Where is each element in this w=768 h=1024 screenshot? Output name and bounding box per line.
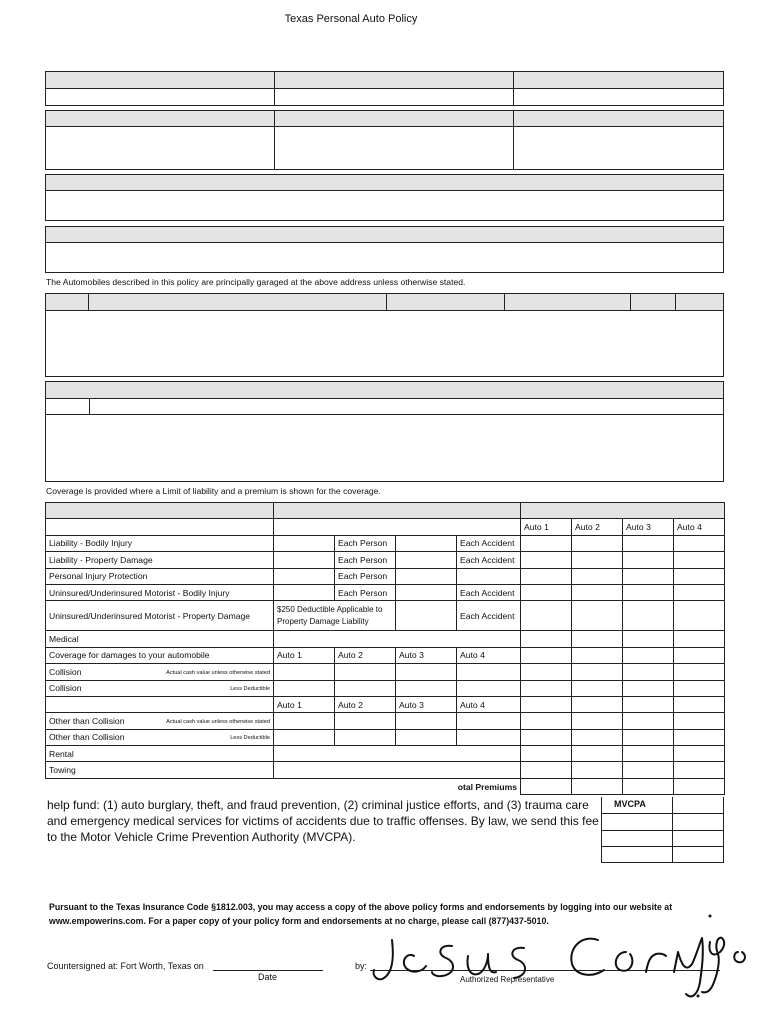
mvcpa-text: help fund: (1) auto burglary, theft, and fraud prevention, (2) criminal justice efforts, and (3) trauma care and emergency medical services for victims of accidents due to traffic offenses. By law, we send this fee to the Motor Vehicle Crime Prevention Authority (MVCPA). — [47, 798, 599, 844]
vehicles-box — [45, 293, 724, 377]
mvcpa-label: MVCPA — [614, 799, 646, 809]
table-row: Towing — [46, 762, 725, 778]
policy-info-row-2 — [45, 110, 724, 170]
table-row: Rental — [46, 746, 725, 762]
drivers-box — [45, 381, 724, 482]
named-insured-box — [45, 174, 724, 221]
date-label: Date — [258, 972, 278, 982]
mvcpa-grid — [601, 797, 724, 863]
coverage-note: Coverage is provided where a Limit of liability and a premium is shown for the coverage. — [46, 486, 381, 496]
auto-3-header: Auto 3 — [623, 519, 674, 535]
total-premiums-row — [46, 778, 725, 794]
auto-2-header: Auto 2 — [572, 519, 623, 535]
table-row: Personal Injury Protection Each Person — [46, 568, 725, 584]
table-row: Medical — [46, 631, 725, 647]
table-row: Liability - Property Damage Each Person Each Accident — [46, 552, 725, 568]
table-row: Collision Actual cash value unless otherwise stated — [46, 664, 725, 680]
table-row: Uninsured/Underinsured Motorist - Property Damage $250 Deductible Applicable to Property Damage Liability Each Accident — [46, 601, 725, 631]
garage-note: The Automobiles described in this policy are principally garaged at the above address unless otherwise stated. — [46, 277, 466, 287]
page-title: Texas Personal Auto Policy — [284, 13, 418, 25]
table-header-row — [46, 503, 725, 519]
countersigned-label: Countersigned at: Fort Worth, Texas on — [47, 961, 204, 971]
address-box — [45, 226, 724, 273]
table-row: Other than Collision Actual cash value unless otherwise stated — [46, 713, 725, 729]
auto-1-header: Auto 1 — [521, 519, 572, 535]
table-row: Auto 1 Auto 2 Auto 3 Auto 4 — [46, 696, 725, 712]
total-premiums-label: otal Premiums — [274, 778, 521, 794]
table-row: Liability - Bodily Injury Each Person Each Accident — [46, 535, 725, 551]
auto-4-header: Auto 4 — [674, 519, 725, 535]
table-row: Collision Less Deductible — [46, 680, 725, 696]
table-row: Other than Collision Less Deductible — [46, 729, 725, 745]
policy-forms-notice: Pursuant to the Texas Insurance Code §1812.003, you may access a copy of the above policy forms and endorsements by logging into our website at www.empowerins.com. For a paper copy of your policy form and endorsements at no charge, please call (877)437-5010. — [49, 902, 673, 926]
coverage-table — [45, 502, 725, 795]
policy-info-row-1 — [45, 71, 724, 106]
auto-header-row — [46, 519, 725, 535]
by-label: by: — [355, 961, 368, 971]
authorized-representative-label: Authorized Representative — [460, 975, 555, 984]
table-row: Uninsured/Underinsured Motorist - Bodily Injury Each Person Each Accident — [46, 584, 725, 600]
table-row: Coverage for damages to your automobile Auto 1 Auto 2 Auto 3 Auto 4 — [46, 647, 725, 663]
signature-image — [368, 912, 763, 1004]
